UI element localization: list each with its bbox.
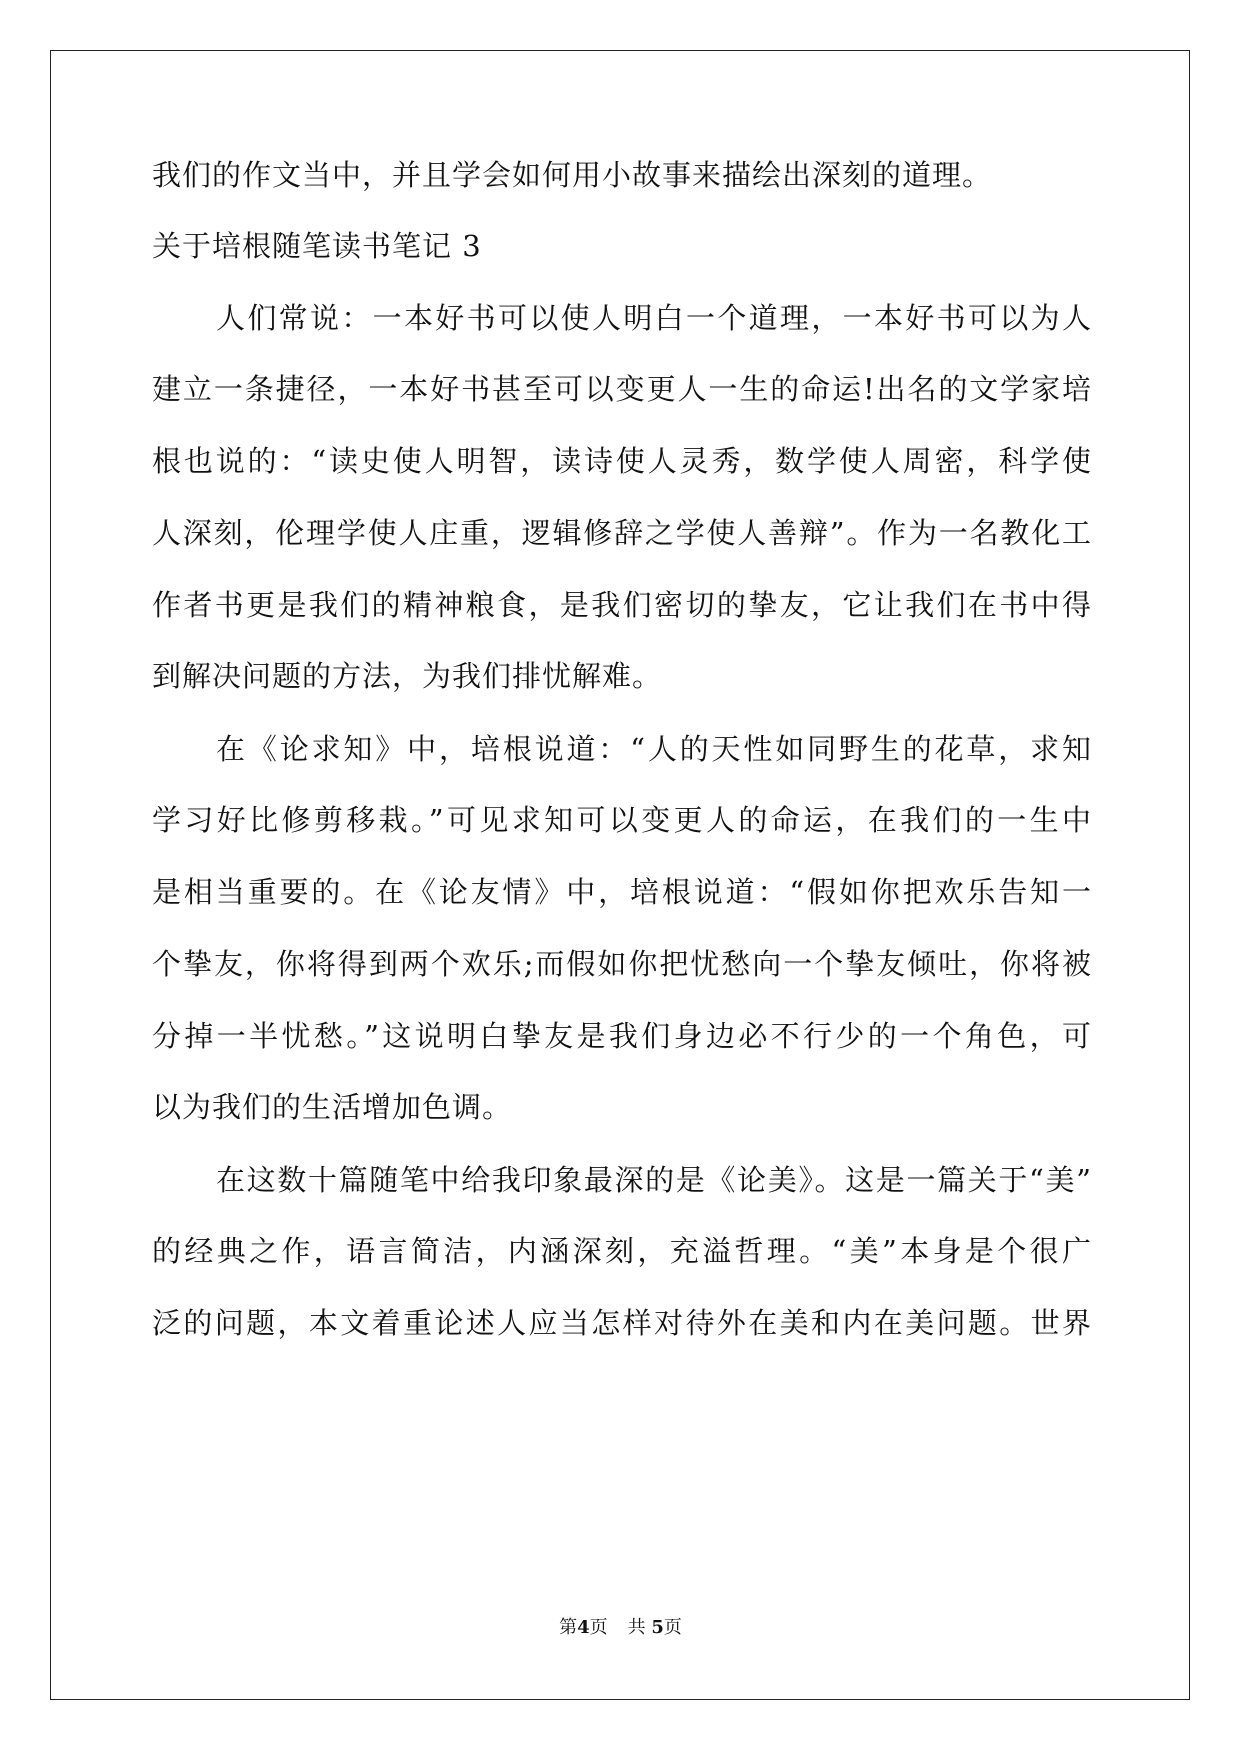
text-line: 泛的问题，本文着重论述人应当怎样对待外在美和内在美问题。世界 [152, 1306, 1092, 1340]
text-line: 作者书更是我们的精神粮食，是我们密切的挚友，它让我们在书中得 [152, 588, 1092, 622]
text-line: 个挚友，你将得到两个欢乐;而假如你把忧愁向一个挚友倾吐，你将被 [152, 947, 1092, 981]
text-line: 在这数十篇随笔中给我印象最深的是《论美》。这是一篇关于“美” [216, 1163, 1092, 1197]
section-heading: 关于培根随笔读书笔记 3 [152, 229, 482, 263]
total-pages: 共 5页 [627, 1617, 682, 1638]
text-line: 到解决问题的方法，为我们排忧解难。 [152, 659, 663, 693]
text-line: 人深刻，伦理学使人庄重，逻辑修辞之学使人善辩”。作为一名教化工 [152, 516, 1092, 550]
text-line: 的经典之作，语言简洁，内涵深刻，充溢哲理。“美”本身是个很广 [152, 1234, 1092, 1268]
text-line: 学习好比修剪移栽。”可见求知可以变更人的命运，在我们的一生中 [152, 803, 1092, 837]
text-line: 是相当重要的。在《论友情》中，培根说道：“假如你把欢乐告知一 [152, 875, 1092, 909]
page-footer [0, 1616, 1241, 1640]
text-line: 建立一条捷径，一本好书甚至可以变更人一生的命运!出名的文学家培 [152, 372, 1092, 406]
text-line: 我们的作文当中，并且学会如何用小故事来描绘出深刻的道理。 [152, 158, 993, 192]
text-line: 分掉一半忧愁。”这说明白挚友是我们身边必不行少的一个角色，可 [152, 1019, 1092, 1053]
page-number: 第4页 [559, 1617, 608, 1638]
text-line: 根也说的：“读史使人明智，读诗使人灵秀，数学使人周密，科学使 [152, 444, 1092, 478]
text-line: 在《论求知》中，培根说道：“人的天性如同野生的花草，求知 [216, 732, 1092, 766]
text-line: 以为我们的生活增加色调。 [152, 1090, 513, 1124]
text-line: 人们常说：一本好书可以使人明白一个道理，一本好书可以为人 [216, 301, 1092, 335]
